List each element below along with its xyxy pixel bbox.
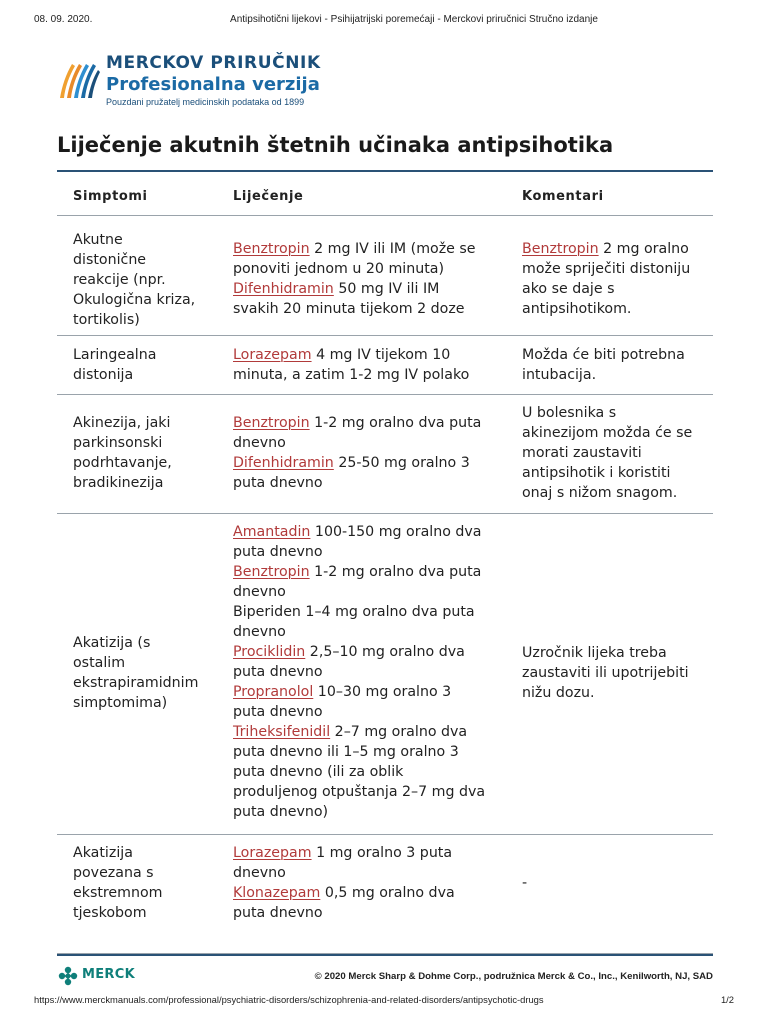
dose-text: 25-50 mg oralno 3 — [333, 455, 470, 471]
print-footer — [34, 994, 734, 1008]
treatment-cell — [233, 522, 508, 822]
dose-text: 1-2 mg oralno dva puta — [309, 564, 482, 580]
table-header-row — [57, 172, 713, 216]
drug-link[interactable]: Benztropin — [233, 415, 310, 431]
symptom-cell — [73, 345, 223, 385]
comment-line — [522, 443, 712, 463]
print-header — [34, 14, 734, 28]
drug-link[interactable]: Lorazepam — [233, 347, 312, 363]
dose-text: intubacija. — [522, 367, 597, 383]
page-number: 1/2 — [720, 994, 734, 1005]
dose-text: Uzročnik lijeka treba — [522, 645, 667, 661]
treatment-line — [233, 542, 508, 562]
drug-link[interactable]: Klonazepam — [233, 885, 321, 901]
comment-line — [522, 403, 712, 423]
drug-link[interactable]: Difenhidramin — [233, 281, 334, 297]
merck-manual-logo-icon — [56, 58, 102, 102]
comment-line — [522, 643, 712, 663]
dose-text: dnevno — [233, 865, 286, 881]
dose-text: antipsihotikom. — [522, 301, 632, 317]
dose-text: puta dnevno — [233, 905, 323, 921]
dose-text: dnevno — [233, 584, 286, 600]
dose-text: 50 mg IV ili IM — [333, 281, 440, 297]
drug-link[interactable]: Prociklidin — [233, 644, 306, 660]
table-row — [57, 395, 713, 514]
dose-text: antipsihotik i koristiti — [522, 465, 671, 481]
symptom-line: tortikolis) — [73, 312, 140, 328]
treatment-line — [233, 682, 508, 702]
comment-line — [522, 345, 712, 365]
symptom-line: distonične — [73, 252, 147, 268]
dose-text: Možda će biti potrebna — [522, 347, 685, 363]
comment-line — [522, 279, 712, 299]
drug-link[interactable]: Triheksifenidil — [233, 724, 331, 740]
symptom-line: ekstrapiramidnim — [73, 675, 199, 691]
dose-text: nižu dozu. — [522, 685, 595, 701]
dose-text: onaj s nižom snagom. — [522, 485, 678, 501]
brand-tagline: Pouzdani pružatelj medicinskih podataka od 1899 — [106, 97, 305, 107]
symptom-line: Akatizija (s — [73, 635, 151, 651]
treatment-line — [233, 762, 508, 782]
treatment-line — [233, 883, 508, 903]
dose-text: - — [522, 875, 528, 891]
treatment-line — [233, 863, 508, 883]
symptom-cell — [73, 843, 223, 923]
comment-cell — [522, 873, 712, 893]
comment-line — [522, 239, 712, 259]
dose-text: U bolesnika s — [522, 405, 617, 421]
drug-link[interactable]: Benztropin — [233, 564, 310, 580]
treatment-line — [233, 345, 508, 365]
dose-text: 2 mg IV ili IM (može se — [309, 241, 476, 257]
treatment-line — [233, 662, 508, 682]
header-treatment: Liječenje — [233, 189, 304, 204]
symptom-cell — [73, 413, 223, 493]
symptom-line: parkinsonski — [73, 435, 163, 451]
dose-text: 1-2 mg oralno dva puta — [309, 415, 482, 431]
dose-text: puta dnevno — [233, 544, 323, 560]
table-body — [57, 216, 713, 954]
comment-line — [522, 873, 712, 893]
dose-text: zaustaviti ili upotrijebiti — [522, 665, 689, 681]
comment-line — [522, 663, 712, 683]
comment-line — [522, 259, 712, 279]
treatment-line — [233, 259, 508, 279]
treatment-cell — [233, 239, 508, 319]
dose-text: minuta, a zatim 1-2 mg IV polako — [233, 367, 470, 383]
dose-text: puta dnevno — [233, 475, 323, 491]
brand-header[interactable] — [56, 54, 376, 110]
treatment-line — [233, 722, 508, 742]
treatment-line — [233, 843, 508, 863]
treatment-line — [233, 702, 508, 722]
treatment-line — [233, 522, 508, 542]
drug-link[interactable]: Benztropin — [233, 241, 310, 257]
dose-text: 1 mg oralno 3 puta — [311, 845, 453, 861]
treatment-line — [233, 239, 508, 259]
comment-line — [522, 365, 712, 385]
dose-text: puta dnevno — [233, 704, 323, 720]
dose-text: 4 mg IV tijekom 10 — [311, 347, 451, 363]
treatment-line — [233, 782, 508, 802]
drug-link[interactable]: Benztropin — [522, 241, 599, 257]
comment-cell — [522, 643, 712, 703]
page-title: Liječenje akutnih štetnih učinaka antipsihotika — [57, 133, 614, 157]
comment-line — [522, 483, 712, 503]
print-url[interactable]: https://www.merckmanuals.com/professional/psychiatric-disorders/schizophrenia-and-related-disorders/antipsychotic-drugs — [34, 994, 544, 1005]
comment-cell — [522, 403, 712, 503]
merck-emblem-icon — [58, 966, 78, 986]
dose-text: 2 mg oralno — [598, 241, 689, 257]
treatment-line — [233, 365, 508, 385]
print-page-title: Antipsihotični lijekovi - Psihijatrijski poremećaji - Merckovi priručnici Stručno izdanje — [230, 14, 598, 25]
treatment-cell — [233, 345, 508, 385]
dose-text: puta dnevno — [233, 664, 323, 680]
treatment-line — [233, 903, 508, 923]
treatment-cell — [233, 413, 508, 493]
dose-text: morati zaustaviti — [522, 445, 642, 461]
comment-line — [522, 423, 712, 443]
treatment-line — [233, 562, 508, 582]
dose-text: puta dnevno (ili za oblik — [233, 764, 404, 780]
dose-text: dnevno — [233, 435, 286, 451]
comment-line — [522, 463, 712, 483]
table-row — [57, 336, 713, 395]
symptom-line: Akutne — [73, 232, 123, 248]
treatment-line — [233, 299, 508, 319]
symptom-line: Laringealna — [73, 347, 157, 363]
comment-line — [522, 299, 712, 319]
comment-line — [522, 683, 712, 703]
symptom-line: ostalim — [73, 655, 126, 671]
header-symptoms: Simptomi — [73, 189, 148, 204]
symptom-line: tjeskobom — [73, 905, 147, 921]
treatment-line — [233, 642, 508, 662]
dose-text: 10–30 mg oralno 3 — [313, 684, 452, 700]
dose-text: puta dnevno) — [233, 804, 329, 820]
symptom-cell — [73, 633, 223, 713]
treatment-cell — [233, 843, 508, 923]
drug-link[interactable]: Lorazepam — [233, 845, 312, 861]
dose-text: puta dnevno ili 1–5 mg oralno 3 — [233, 744, 459, 760]
treatment-line — [233, 473, 508, 493]
treatment-line — [233, 802, 508, 822]
treatment-line — [233, 622, 508, 642]
dose-text: može spriječiti distoniju — [522, 261, 691, 277]
dose-text: 0,5 mg oralno dva — [320, 885, 455, 901]
treatment-line — [233, 433, 508, 453]
drug-link[interactable]: Difenhidramin — [233, 455, 334, 471]
dose-text: svakih 20 minuta tijekom 2 doze — [233, 301, 465, 317]
dose-text: ako se daje s — [522, 281, 615, 297]
dose-text: Biperiden 1–4 mg oralno dva puta — [233, 604, 475, 620]
symptom-line: simptomima) — [73, 695, 168, 711]
dose-text: 2,5–10 mg oralno dva — [305, 644, 465, 660]
treatment-line — [233, 413, 508, 433]
symptom-line: povezana s — [73, 865, 154, 881]
treatment-line — [233, 582, 508, 602]
dose-text: produljenog otpuštanja 2–7 mg dva — [233, 784, 486, 800]
symptom-line: ekstremnom — [73, 885, 163, 901]
copyright-notice: © 2020 Merck Sharp & Dohme Corp., podružnica Merck & Co., Inc., Kenilworth, NJ, SAD — [314, 971, 713, 982]
adverse-effects-table — [57, 172, 713, 954]
treatment-line — [233, 742, 508, 762]
table-bottom-divider — [57, 954, 713, 956]
merck-footer-logo[interactable] — [58, 966, 138, 986]
symptom-cell — [73, 230, 223, 330]
merck-wordmark: MERCK — [82, 967, 135, 982]
treatment-line — [233, 279, 508, 299]
drug-link[interactable]: Amantadin — [233, 524, 311, 540]
dose-text: 2–7 mg oralno dva — [330, 724, 468, 740]
treatment-line — [233, 453, 508, 473]
symptom-line: bradikinezija — [73, 475, 164, 491]
brand-name: MERCKOV PRIRUČNIK — [106, 53, 321, 73]
table-row — [57, 216, 713, 336]
symptom-line: podrhtavanje, — [73, 455, 172, 471]
header-comments: Komentari — [522, 189, 604, 204]
dose-text: ponoviti jednom u 20 minuta) — [233, 261, 444, 277]
symptom-line: reakcije (npr. — [73, 272, 166, 288]
symptom-line: Akinezija, jaki — [73, 415, 171, 431]
dose-text: 100-150 mg oralno dva — [310, 524, 482, 540]
treatment-line — [233, 602, 508, 622]
table-row — [57, 514, 713, 835]
dose-text: dnevno — [233, 624, 286, 640]
symptom-line: Okulogična kriza, — [73, 292, 196, 308]
symptom-line: distonija — [73, 367, 134, 383]
comment-cell — [522, 239, 712, 319]
brand-subtitle: Profesionalna verzija — [106, 74, 320, 95]
dose-text: akinezijom možda će se — [522, 425, 693, 441]
drug-link[interactable]: Propranolol — [233, 684, 314, 700]
table-row — [57, 835, 713, 954]
print-date: 08. 09. 2020. — [34, 14, 93, 25]
symptom-line: Akatizija — [73, 845, 133, 861]
comment-cell — [522, 345, 712, 385]
